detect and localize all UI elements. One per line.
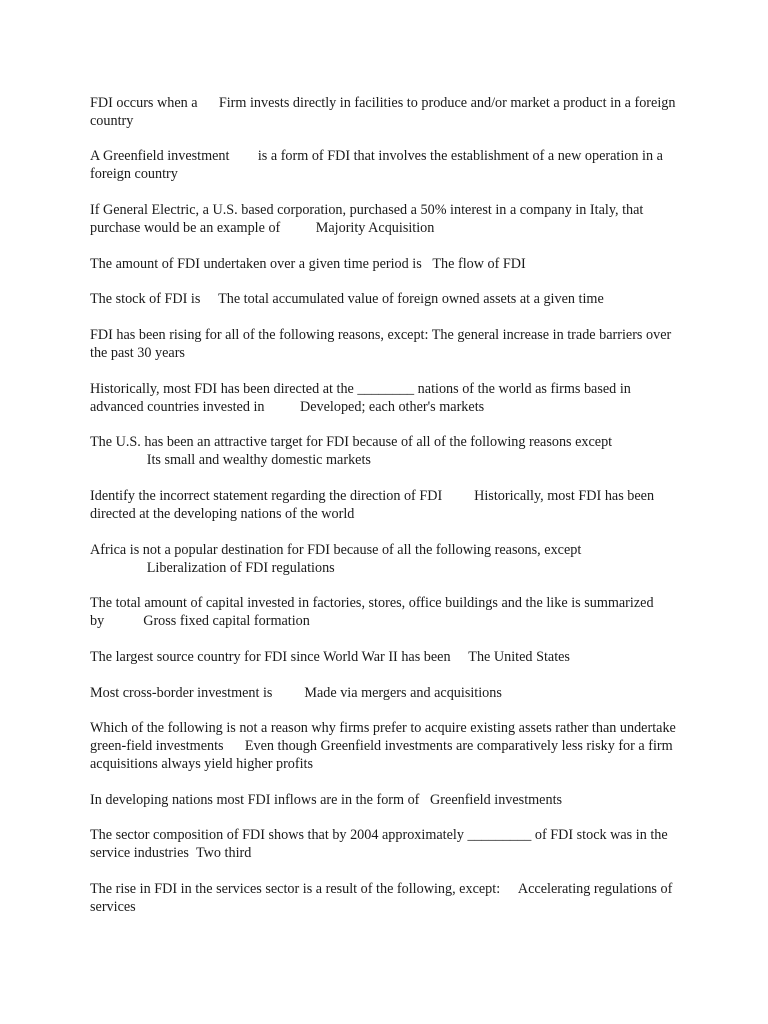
qa-paragraph: Historically, most FDI has been directed at the ________ nations of the world as firms based in advanced countries invested in Developed; each other's markets	[90, 381, 635, 415]
qa-paragraph: FDI occurs when a Firm invests directly in facilities to produce and/or market a product in a foreign country	[90, 95, 680, 129]
qa-paragraph: The U.S. has been an attractive target for FDI because of all of the following reasons except Its small and wealthy domestic markets	[90, 434, 613, 468]
qa-paragraph: Africa is not a popular destination for FDI because of all the following reasons, except Liberalization of FDI regulations	[90, 542, 582, 576]
qa-paragraph: A Greenfield investment is a form of FDI that involves the establishment of a new operation in a foreign country	[90, 148, 667, 182]
qa-paragraph: Identify the incorrect statement regarding the direction of FDI Historically, most FDI has been directed at the developing nations of the world	[90, 488, 658, 522]
qa-paragraph: The largest source country for FDI since World War II has been The United States	[90, 649, 570, 665]
qa-paragraph: The stock of FDI is The total accumulated value of foreign owned assets at a given time	[90, 291, 604, 307]
qa-paragraph: In developing nations most FDI inflows are in the form of Greenfield investments	[90, 792, 563, 808]
qa-paragraph: The rise in FDI in the services sector is a result of the following, except: Accelerating regulations of services	[90, 881, 676, 915]
qa-paragraph: The amount of FDI undertaken over a given time period is The flow of FDI	[90, 256, 526, 272]
qa-paragraph: Most cross-border investment is Made via mergers and acquisitions	[90, 685, 502, 701]
qa-paragraph: If General Electric, a U.S. based corporation, purchased a 50% interest in a company in Italy, that purchase would be an example of Majority Acquisition	[90, 202, 647, 236]
qa-paragraph: FDI has been rising for all of the following reasons, except: The general increase in trade barriers over the past 30 years	[90, 327, 675, 361]
qa-paragraph: The total amount of capital invested in factories, stores, office buildings and the like is summarized by Gross fixed capital formation	[90, 595, 658, 629]
qa-paragraph: Which of the following is not a reason why firms prefer to acquire existing assets rather than undertake green-field investments Even though Greenfield investments are comparatively less risky for a firm acquisitions always yield higher profits	[90, 720, 680, 772]
qa-paragraph: The sector composition of FDI shows that by 2004 approximately _________ of FDI stock was in the service industries Two third	[90, 827, 672, 861]
